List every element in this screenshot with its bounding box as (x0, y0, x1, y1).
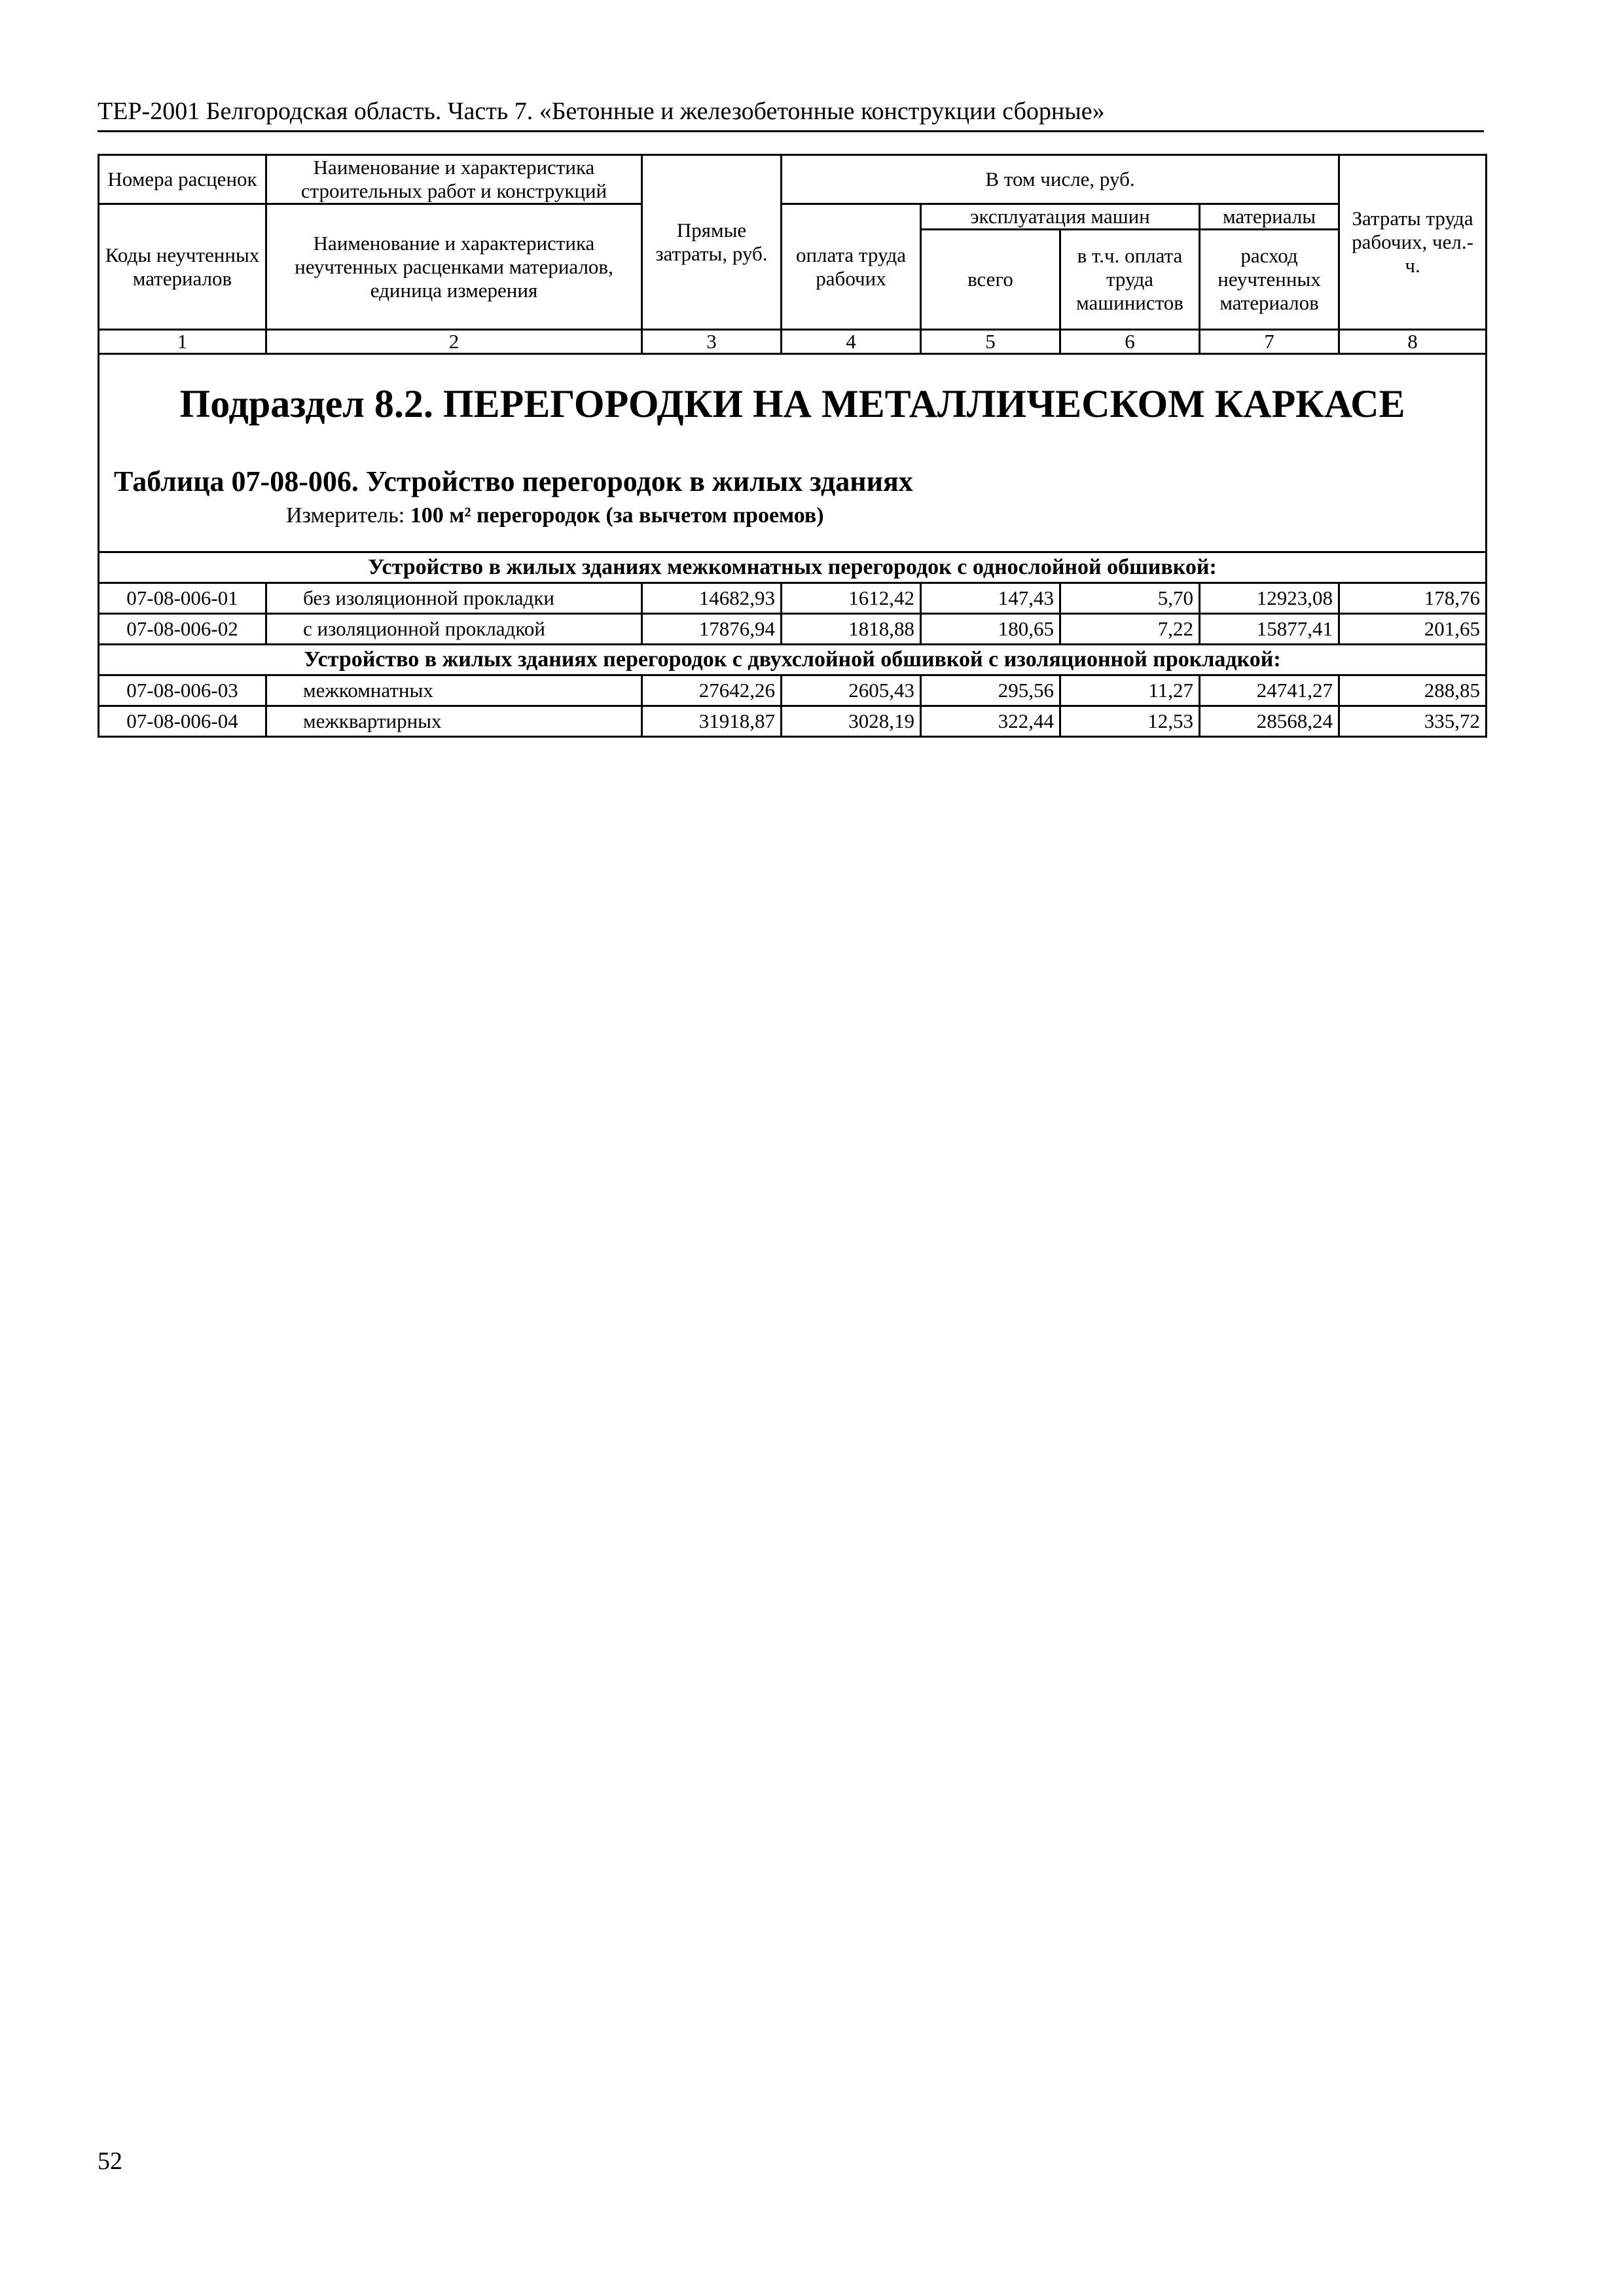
header-materials-consumption: расход неучтенных материалов (1200, 230, 1339, 330)
direct-costs: 27642,26 (642, 675, 782, 706)
header-machinists-labor: в т.ч. оплата труда машинистов (1060, 230, 1200, 330)
group-title: Устройство в жилых зданиях межкомнатных перегородок с однослойной обшивкой: (99, 552, 1487, 583)
column-number: 7 (1200, 330, 1339, 354)
column-number: 3 (642, 330, 782, 354)
header-material-names: Наименование и характеристика неучтенных расценками материалов, единица измерения (266, 204, 642, 330)
group-title-row (99, 645, 1487, 675)
section-block (99, 354, 1487, 552)
header-including: В том числе, руб. (782, 155, 1339, 204)
labor-hours: 201,65 (1339, 614, 1487, 645)
header-labor: оплата труда рабочих (782, 204, 921, 330)
rate-code: 07-08-006-01 (99, 583, 266, 614)
norms-table (98, 154, 1487, 738)
measure-line (99, 500, 1485, 531)
running-header: ТЕР-2001 Белгородская область. Часть 7. «Бетонные и железобетонные конструкции сборные» (98, 95, 1484, 132)
group-title: Устройство в жилых зданиях перегородок с двухслойной обшивкой с изоляционной прокладкой: (99, 645, 1487, 675)
rate-name: с изоляционной прокладкой (266, 614, 642, 645)
labor-pay: 3028,19 (782, 706, 921, 737)
header-rate-numbers: Номера расценок (99, 155, 266, 204)
rate-name: межкомнатных (266, 675, 642, 706)
column-number: 8 (1339, 330, 1487, 354)
direct-costs: 31918,87 (642, 706, 782, 737)
table-row (99, 614, 1487, 645)
rate-code: 07-08-006-03 (99, 675, 266, 706)
machines-total: 322,44 (921, 706, 1060, 737)
table-row (99, 675, 1487, 706)
rate-code: 07-08-006-02 (99, 614, 266, 645)
header-materials: материалы (1200, 204, 1339, 230)
direct-costs: 17876,94 (642, 614, 782, 645)
column-number: 6 (1060, 330, 1200, 354)
machinists-pay: 11,27 (1060, 675, 1200, 706)
labor-pay: 1612,42 (782, 583, 921, 614)
column-numbers-row (99, 330, 1487, 354)
header-material-codes: Коды неучтенных материалов (99, 204, 266, 330)
measure-label: Измеритель: (286, 503, 405, 528)
column-number: 2 (266, 330, 642, 354)
header-work-name: Наименование и характеристика строительных работ и конструкций (266, 155, 642, 204)
header-machines: эксплуатация машин (921, 204, 1200, 230)
materials-cost: 28568,24 (1200, 706, 1339, 737)
page-number: 52 (98, 2147, 122, 2175)
materials-cost: 24741,27 (1200, 675, 1339, 706)
header-direct-costs: Прямые затраты, руб. (642, 155, 782, 330)
labor-hours: 288,85 (1339, 675, 1487, 706)
table-title: Таблица 07-08-006. Устройство перегородок в жилых зданиях (114, 465, 913, 497)
materials-cost: 12923,08 (1200, 583, 1339, 614)
table-row (99, 706, 1487, 737)
machines-total: 180,65 (921, 614, 1060, 645)
column-number: 5 (921, 330, 1060, 354)
labor-hours: 335,72 (1339, 706, 1487, 737)
table-row (99, 583, 1487, 614)
group-title-row (99, 552, 1487, 583)
section-row (99, 354, 1487, 552)
section-title: Подраздел 8.2. ПЕРЕГОРОДКИ НА МЕТАЛЛИЧЕСКОМ КАРКАСЕ (179, 382, 1405, 425)
labor-pay: 1818,88 (782, 614, 921, 645)
machines-total: 295,56 (921, 675, 1060, 706)
machinists-pay: 5,70 (1060, 583, 1200, 614)
header-row-1 (99, 155, 1487, 204)
column-number: 1 (99, 330, 266, 354)
rate-name: без изоляционной прокладки (266, 583, 642, 614)
labor-hours: 178,76 (1339, 583, 1487, 614)
machinists-pay: 12,53 (1060, 706, 1200, 737)
column-number: 4 (782, 330, 921, 354)
rate-name: межквартирных (266, 706, 642, 737)
measure-value: 100 м² перегородок (за вычетом проемов) (410, 503, 824, 528)
header-machines-total: всего (921, 230, 1060, 330)
machines-total: 147,43 (921, 583, 1060, 614)
labor-pay: 2605,43 (782, 675, 921, 706)
materials-cost: 15877,41 (1200, 614, 1339, 645)
header-row-2 (99, 204, 1487, 230)
direct-costs: 14682,93 (642, 583, 782, 614)
machinists-pay: 7,22 (1060, 614, 1200, 645)
rate-code: 07-08-006-04 (99, 706, 266, 737)
header-labor-cost: Затраты труда рабочих, чел.-ч. (1339, 155, 1487, 330)
